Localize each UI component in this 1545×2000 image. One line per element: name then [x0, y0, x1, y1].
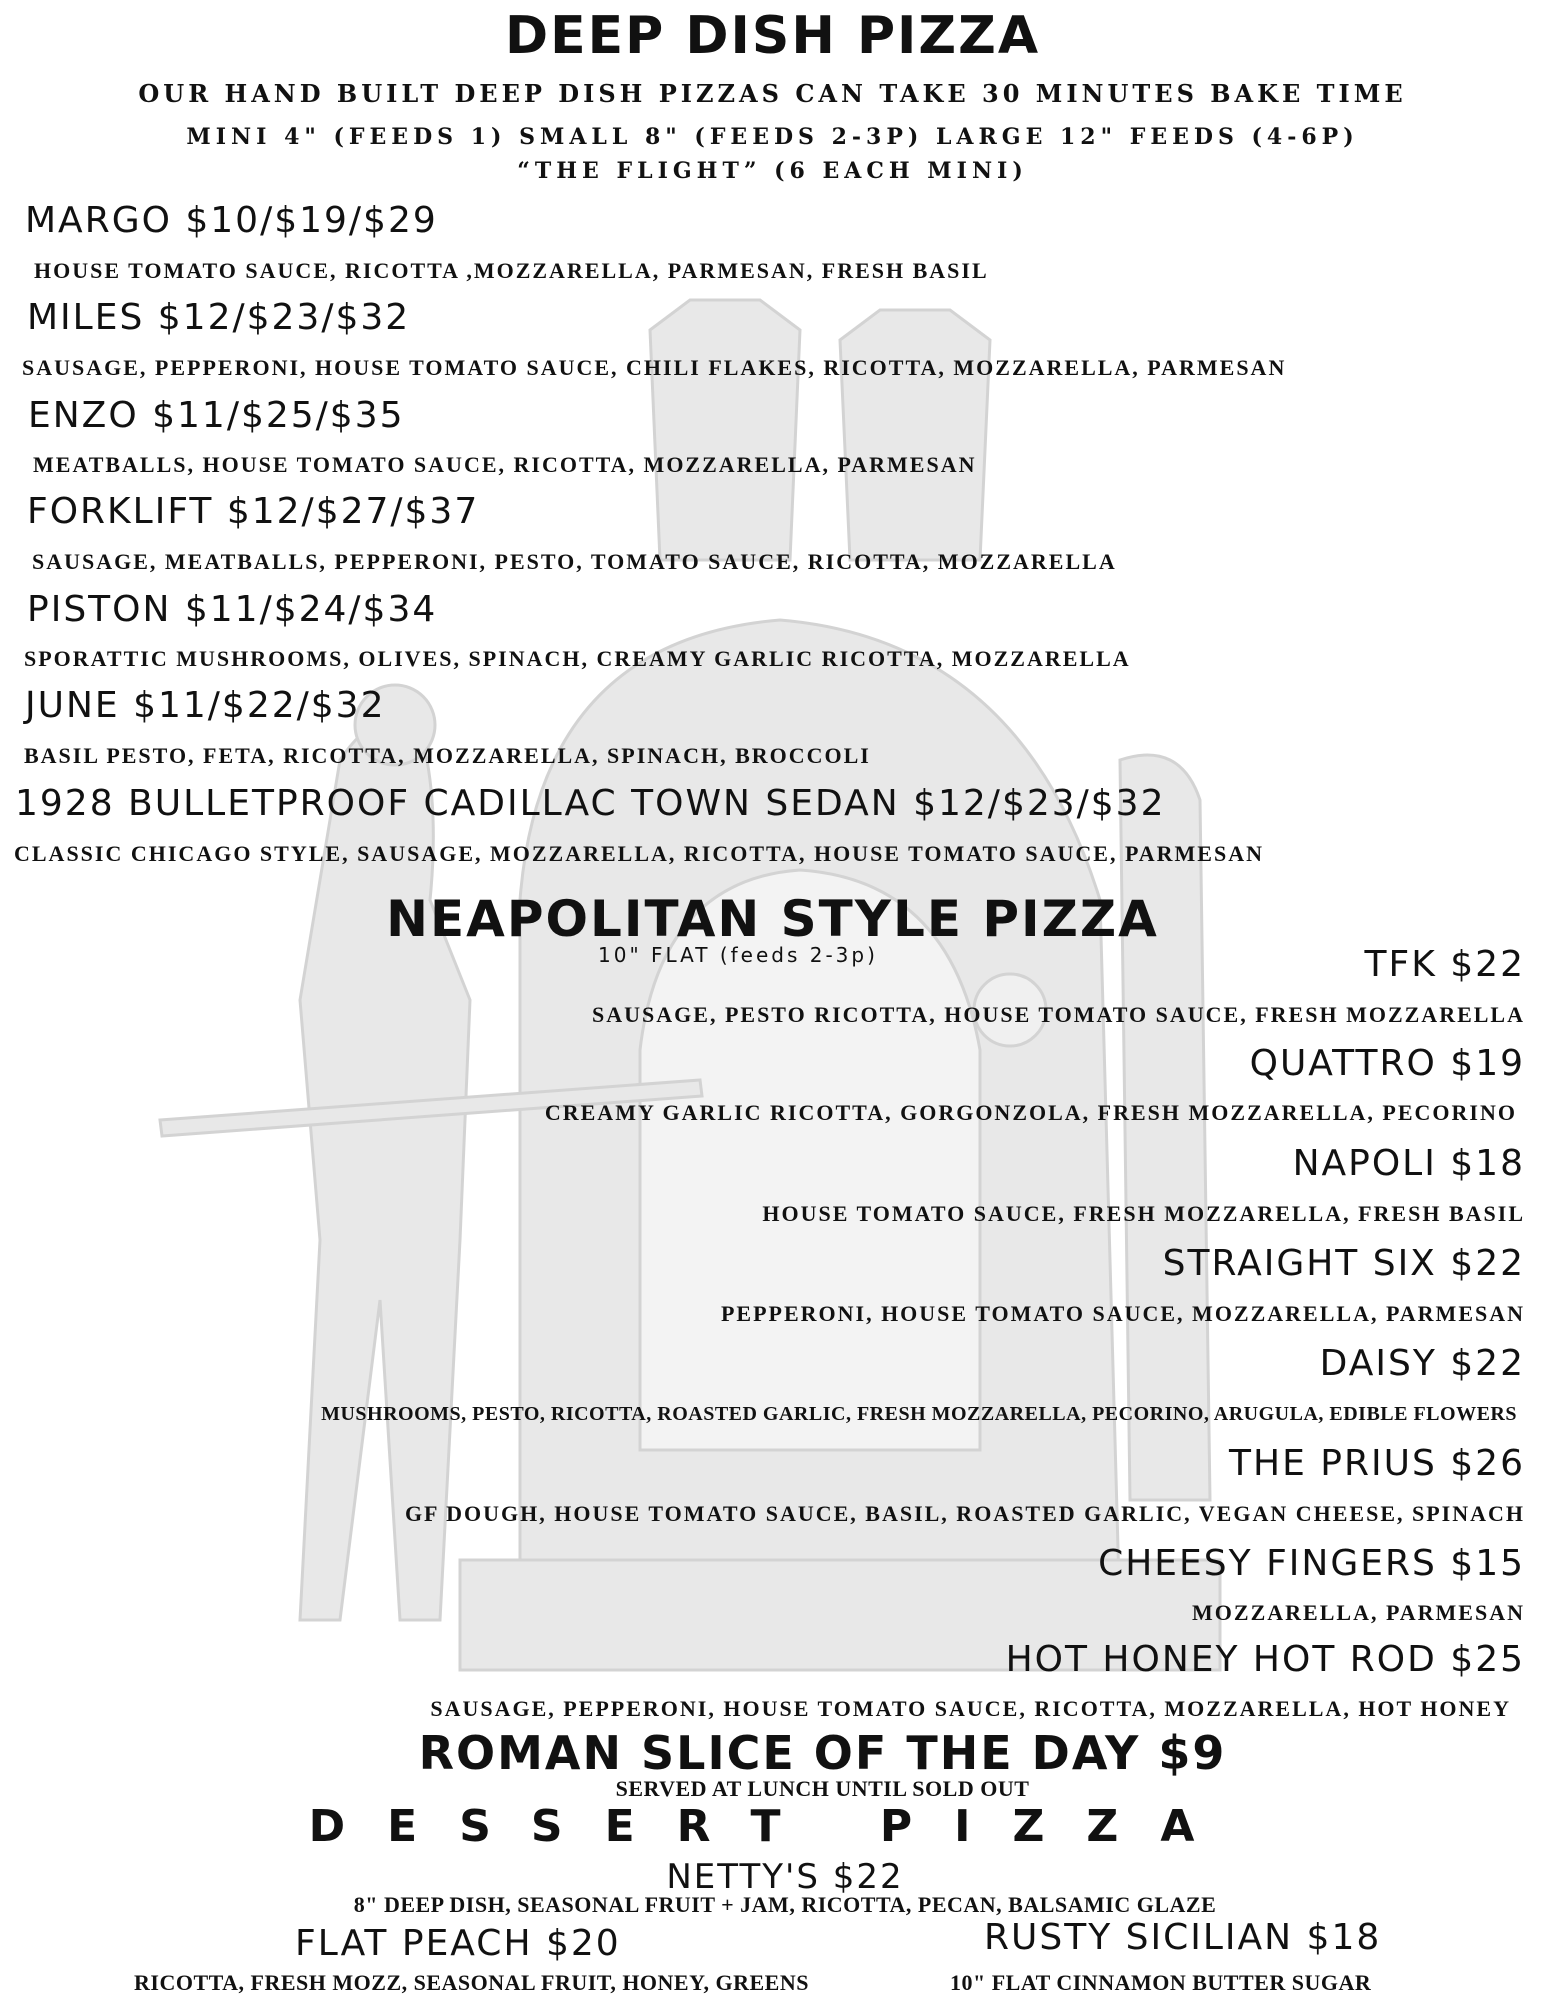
menu-item-name: STRAIGHT SIX $22	[1162, 1243, 1525, 1284]
neapolitan-title: NEAPOLITAN STYLE PIZZA	[386, 890, 1159, 948]
menu-item-desc: GF DOUGH, HOUSE TOMATO SAUCE, BASIL, ROASTED GARLIC, VEGAN CHEESE, SPINACH	[404, 1501, 1525, 1526]
menu-item-name: NAPOLI $18	[1292, 1143, 1525, 1184]
menu-item-name: MARGO $10/$19/$29	[25, 200, 438, 241]
menu-item-desc: SAUSAGE, PESTO RICOTTA, HOUSE TOMATO SAUCE, FRESH MOZZARELLA	[592, 1002, 1525, 1027]
menu-item-name: NETTY'S $22	[666, 1857, 904, 1897]
menu-item-name: DAISY $22	[1319, 1343, 1525, 1384]
menu-item-desc: MUSHROOMS, PESTO, RICOTTA, ROASTED GARLIC, FRESH MOZZARELLA, PECORINO, ARUGULA, EDIBLE FLOWERS	[321, 1403, 1517, 1425]
menu-item-name: JUNE $11/$22/$32	[25, 685, 386, 726]
menu-item-desc: MOZZARELLA, PARMESAN	[1192, 1600, 1525, 1625]
flight-note: “THE FLIGHT” (6 EACH MINI)	[517, 158, 1028, 184]
menu-item-desc: CLASSIC CHICAGO STYLE, SAUSAGE, MOZZARELLA, RICOTTA, HOUSE TOMATO SAUCE, PARMESAN	[14, 841, 1264, 866]
bake-time-note: OUR HAND BUILT DEEP DISH PIZZAS CAN TAKE 30 MINUTES BAKE TIME	[138, 79, 1407, 108]
menu-item-name: FLAT PEACH $20	[295, 1923, 621, 1964]
menu-item-name: RUSTY SICILIAN $18	[984, 1917, 1382, 1958]
menu-item-name: PISTON $11/$24/$34	[27, 589, 438, 630]
menu-item-name: HOT HONEY HOT ROD $25	[1005, 1639, 1525, 1680]
menu-item-name: CHEESY FINGERS $15	[1098, 1543, 1525, 1584]
menu-item-desc: PEPPERONI, HOUSE TOMATO SAUCE, MOZZARELLA, PARMESAN	[720, 1301, 1525, 1326]
menu-item-name: 1928 BULLETPROOF CADILLAC TOWN SEDAN $12/$23/$32	[15, 783, 1166, 824]
menu-item-desc: HOUSE TOMATO SAUCE, RICOTTA ,MOZZARELLA, PARMESAN, FRESH BASIL	[34, 258, 989, 283]
menu-item-desc: 10" FLAT CINNAMON BUTTER SUGAR	[950, 1970, 1372, 1995]
size-options: MINI 4" (FEEDS 1) SMALL 8" (FEEDS 2-3P) LARGE 12" FEEDS (4-6P)	[186, 124, 1359, 150]
deep-dish-title: DEEP DISH PIZZA	[504, 6, 1041, 66]
menu-item-desc: SAUSAGE, MEATBALLS, PEPPERONI, PESTO, TOMATO SAUCE, RICOTTA, MOZZARELLA	[32, 549, 1117, 574]
menu-item-name: TFK $22	[1364, 944, 1525, 985]
menu-item-desc: 8" DEEP DISH, SEASONAL FRUIT + JAM, RICOTTA, PECAN, BALSAMIC GLAZE	[353, 1892, 1217, 1917]
menu-item-name: QUATTRO $19	[1249, 1043, 1525, 1084]
menu-item-name: MILES $12/$23/$32	[27, 297, 411, 338]
menu-item-desc: SAUSAGE, PEPPERONI, HOUSE TOMATO SAUCE, RICOTTA, MOZZARELLA, HOT HONEY	[430, 1696, 1511, 1721]
menu-item-desc: HOUSE TOMATO SAUCE, FRESH MOZZARELLA, FRESH BASIL	[762, 1201, 1525, 1226]
neapolitan-subtitle: 10" FLAT (feeds 2-3p)	[598, 943, 878, 967]
dessert-title: DESSERT PIZZA	[308, 1801, 1237, 1852]
menu-item-desc: SPORATTIC MUSHROOMS, OLIVES, SPINACH, CREAMY GARLIC RICOTTA, MOZZARELLA	[24, 646, 1131, 671]
menu-item-desc: CREAMY GARLIC RICOTTA, GORGONZOLA, FRESH MOZZARELLA, PECORINO	[544, 1100, 1517, 1125]
roman-slice-title: ROMAN SLICE OF THE DAY $9	[418, 1726, 1227, 1780]
roman-slice-note: SERVED AT LUNCH UNTIL SOLD OUT	[615, 1776, 1030, 1801]
menu-item-desc: SAUSAGE, PEPPERONI, HOUSE TOMATO SAUCE, CHILI FLAKES, RICOTTA, MOZZARELLA, PARMESAN	[22, 355, 1287, 380]
menu-item-name: ENZO $11/$25/$35	[28, 395, 405, 436]
menu-item-name: THE PRIUS $26	[1229, 1443, 1525, 1484]
menu-item-name: FORKLIFT $12/$27/$37	[27, 491, 480, 532]
menu-item-desc: BASIL PESTO, FETA, RICOTTA, MOZZARELLA, SPINACH, BROCCOLI	[24, 743, 871, 768]
menu-item-desc: RICOTTA, FRESH MOZZ, SEASONAL FRUIT, HONEY, GREENS	[134, 1970, 809, 1995]
menu-item-desc: MEATBALLS, HOUSE TOMATO SAUCE, RICOTTA, MOZZARELLA, PARMESAN	[33, 452, 977, 477]
